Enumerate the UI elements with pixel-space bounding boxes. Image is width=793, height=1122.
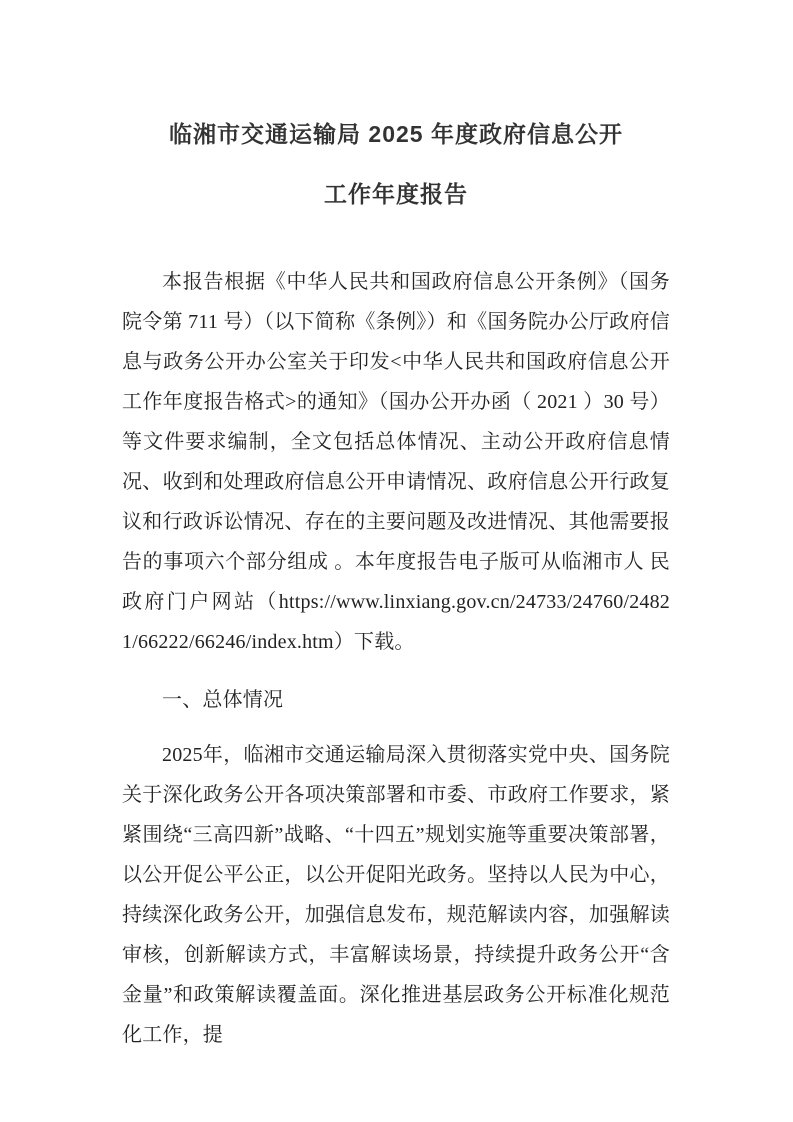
document-title-line-2: 工作年度报告 xyxy=(324,181,468,207)
intro-paragraph: 本报告根据《中华人民共和国政府信息公开条例》（国务院令第 711 号）（以下简称《条例》）和《国务院办公厅政府信息与政务公开办公室关于印发<中华人民共和国政府信息公开工作年度报告格式>的通知》（国办公开办函（ 2021 ）30 号）等文件要求编制，全文包括总体情况、主动公开政府信息情况、收到和处理政府信息公开申请情况、政府信息公开行政复议和行政诉讼情况、存在的主要问题及改进情况、其他需要报告的事项六个部分组成 。本年度报告电子版可从临湘市人 民政府门户网站（https://www.linxiang.gov.cn/24733/24760/24821/66222/66246/index.htm）下载。 xyxy=(122,271,670,653)
section-1-heading: 一、总体情况 xyxy=(162,689,284,711)
section-1-paragraph: 2025年，临湘市交通运输局深入贯彻落实党中央、国务院关于深化政务公开各项决策部署和市委、市政府工作要求，紧紧围绕“三高四新”战略、“十四五”规划实施等重要决策部署，以公开促公平公正，以公开促阳光政务。坚持以人民为中心，持续深化政务公开，加强信息发布，规范解读内容，加强解读审核，创新解读方式，丰富解读场景，持续提升政务公开“含金量”和政策解读覆盖面。深化推进基层政务公开标准化规范化工作，提 xyxy=(122,744,670,1046)
document-title xyxy=(122,104,670,224)
document-title-line-1: 临湘市交通运输局 2025 年度政府信息公开 xyxy=(169,121,623,147)
